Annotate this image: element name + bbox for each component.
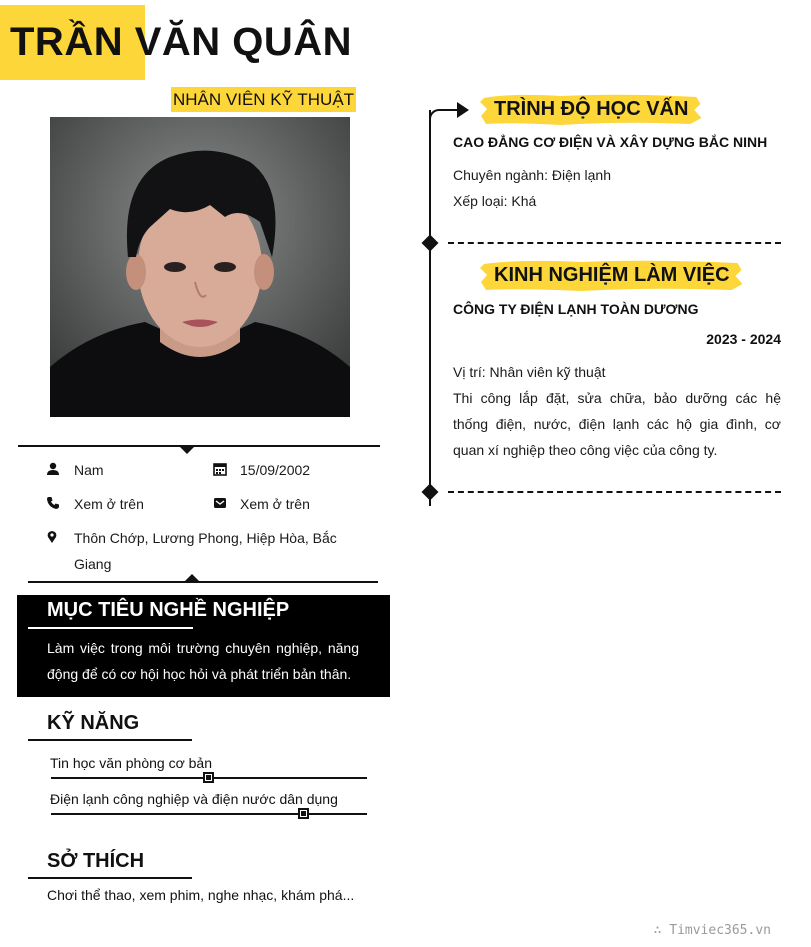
experience-position: Vị trí: Nhân viên kỹ thuật bbox=[453, 364, 606, 380]
timeline-diamond-icon bbox=[422, 484, 439, 501]
education-grade: Xếp loại: Khá bbox=[453, 193, 537, 209]
education-title-text: TRÌNH ĐỘ HỌC VẤN bbox=[494, 98, 689, 120]
timeline-line bbox=[429, 110, 431, 506]
education-school: CAO ĐẲNG CƠ ĐIỆN VÀ XÂY DỰNG BẮC NINH bbox=[453, 134, 768, 150]
timeline-diamond-icon bbox=[422, 235, 439, 252]
arrow-right-icon bbox=[457, 102, 469, 118]
experience-description: Thi công lắp đặt, sửa chữa, bảo dưỡng các hệ thống điện, nước, điện lạnh các hộ gia đình, cơ quan xí nghiệp theo công việc của công ty. bbox=[453, 390, 781, 458]
location-pin-icon bbox=[45, 530, 59, 544]
gender-value: Nam bbox=[74, 462, 104, 478]
phone-icon bbox=[46, 496, 60, 510]
objective-title: MỤC TIÊU NGHỀ NGHIỆP bbox=[47, 599, 290, 621]
experience-title-text: KINH NGHIỆM LÀM VIỆC bbox=[494, 264, 730, 286]
skill-bar bbox=[51, 813, 367, 815]
watermark: ∴ Timviec365.vn bbox=[653, 923, 771, 938]
separator-triangle-up bbox=[184, 574, 200, 582]
birthday-value: 15/09/2002 bbox=[240, 462, 311, 478]
hobbies-title: SỞ THÍCH bbox=[47, 850, 145, 872]
candidate-name: TRẦN VĂN QUÂN bbox=[10, 20, 353, 64]
experience-title bbox=[480, 258, 744, 292]
info-separator-top bbox=[18, 445, 380, 447]
phone-value: Xem ở trên bbox=[74, 496, 144, 512]
portrait-illustration bbox=[50, 117, 350, 417]
education-title bbox=[480, 92, 702, 126]
skill-name: Điện lạnh công nghiệp và điện nước dân dụng bbox=[50, 791, 338, 807]
envelope-icon bbox=[213, 496, 227, 510]
job-title: NHÂN VIÊN KỸ THUẬT bbox=[171, 87, 356, 112]
education-major: Chuyên ngành: Điện lạnh bbox=[453, 167, 612, 183]
skill-level-marker bbox=[298, 808, 309, 819]
experience-period: 2023 - 2024 bbox=[706, 331, 781, 347]
address-value: Thôn Chớp, Lương Phong, Hiệp Hòa, Bắc Giang bbox=[74, 530, 337, 572]
email-value: Xem ở trên bbox=[240, 496, 310, 512]
info-separator-bottom bbox=[28, 581, 378, 583]
skill-level-marker bbox=[203, 772, 214, 783]
objective-underline bbox=[28, 627, 193, 629]
user-icon bbox=[46, 462, 60, 476]
skill-name: Tin học văn phòng cơ bản bbox=[50, 755, 212, 771]
skills-underline bbox=[28, 739, 192, 741]
experience-company: CÔNG TY ĐIỆN LẠNH TOÀN DƯƠNG bbox=[453, 301, 699, 317]
hobbies-underline bbox=[28, 877, 192, 879]
portrait-photo bbox=[50, 117, 350, 417]
objective-text: Làm việc trong môi trường chuyên nghiệp, năng động để có cơ hội học hỏi và phát triển bản thân. bbox=[47, 640, 359, 682]
skill-bar bbox=[51, 777, 367, 779]
career-objective-section bbox=[17, 595, 390, 697]
separator-triangle-down bbox=[179, 446, 195, 454]
skills-title: KỸ NĂNG bbox=[47, 712, 140, 734]
experience-divider bbox=[448, 491, 781, 493]
education-divider bbox=[448, 242, 781, 244]
hobbies-text: Chơi thể thao, xem phim, nghe nhạc, khám phá... bbox=[47, 887, 355, 903]
timeline-hook bbox=[429, 109, 459, 121]
calendar-icon bbox=[213, 462, 227, 476]
